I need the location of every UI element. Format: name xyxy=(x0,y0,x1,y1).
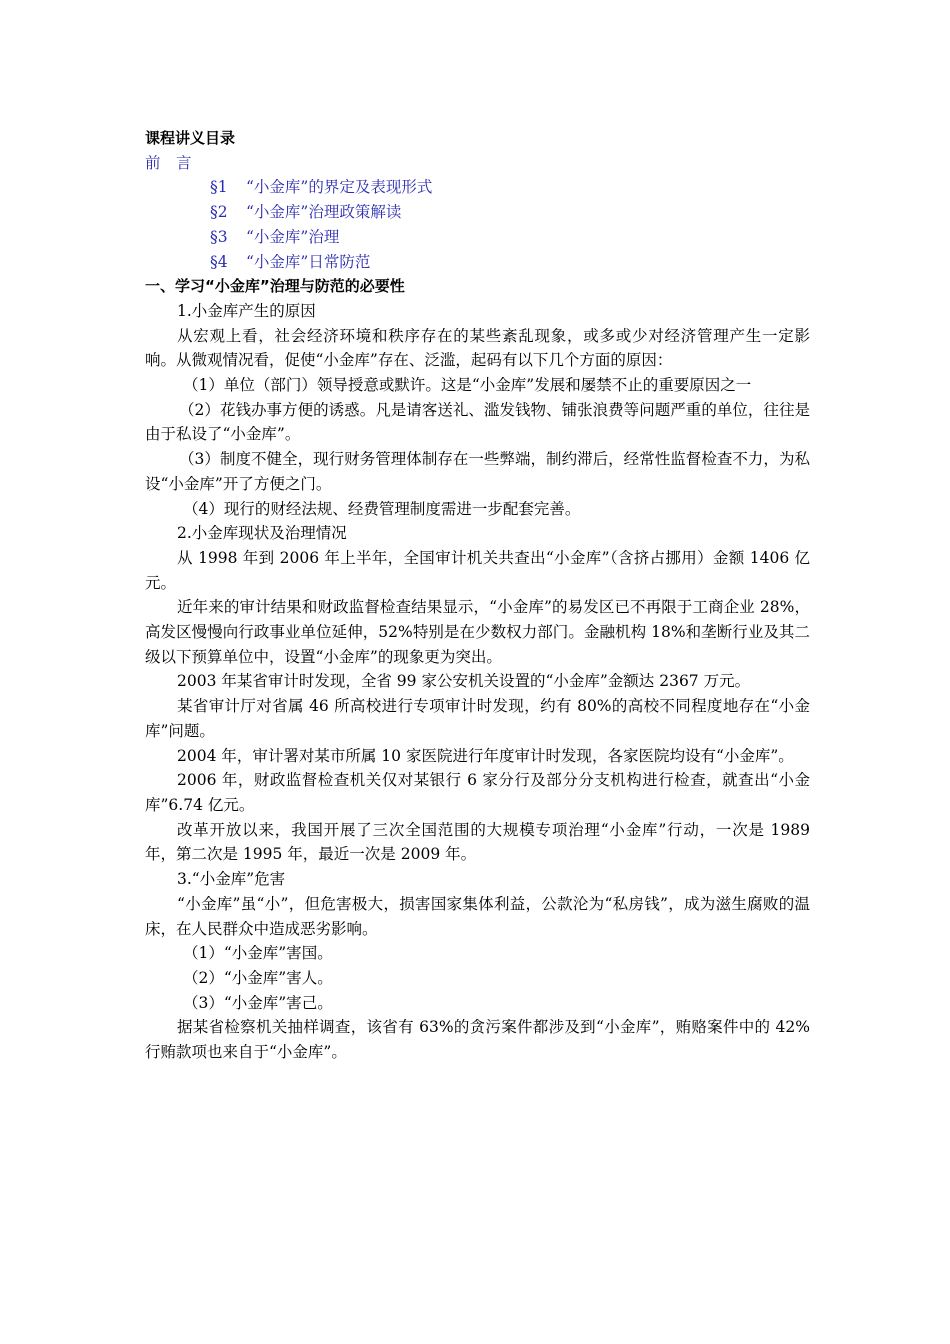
toc-item-2[interactable] xyxy=(145,200,810,225)
toc-item-number: §1 xyxy=(210,178,228,197)
reason-item: （2）花钱办事方便的诱惑。凡是请客送礼、滥发钱物、铺张浪费等问题严重的单位，往往是由于私设了“小金库”。 xyxy=(145,400,810,444)
toc-item-3[interactable] xyxy=(145,225,810,250)
paragraph: 近年来的审计结果和财政监督检查结果显示，“小金库”的易发区已不再限于工商企业 28%，高发区慢慢向行政事业单位延伸，52%特别是在少数权力部门。金融机构 18%和垄断行业及其二级以下预算单位中，设置“小金库”的现象更为突出。 xyxy=(145,598,810,666)
paragraph: 改革开放以来，我国开展了三次全国范围的大规模专项治理“小金库”行动，一次是 1989 年，第二次是 1995 年，最近一次是 2009 年。 xyxy=(145,820,810,864)
subsection-heading: 3.“小金库”危害 xyxy=(177,870,286,889)
subsection-heading: 2.小金库现状及治理情况 xyxy=(177,524,347,543)
harm-item: （2）“小金库”害人。 xyxy=(183,968,333,987)
toc-item-1[interactable] xyxy=(145,175,810,200)
paragraph: 2003 年某省审计时发现，全省 99 家公安机关设置的“小金库”金额达 2367 万元。 xyxy=(177,672,751,691)
document-page xyxy=(145,126,810,1065)
toc-item-label: “小金库”治理政策解读 xyxy=(246,203,402,222)
toc-item-4[interactable] xyxy=(145,250,810,275)
toc-item-label: “小金库”日常防范 xyxy=(246,252,371,271)
reason-item: （3）制度不健全，现行财务管理体制存在一些弊端，制约滞后，经常性监督检查不力，为私设“小金库”开了方便之门。 xyxy=(145,450,810,493)
paragraph: 从宏观上看，社会经济环境和秩序存在的某些紊乱现象，或多或少对经济管理产生一定影响。从微观情况看，促使“小金库”存在、泛滥，起码有以下几个方面的原因： xyxy=(145,326,810,370)
paragraph: 2006 年，财政监督检查机关仅对某银行 6 家分行及部分分支机构进行检查，就查出“小金库”6.74 亿元。 xyxy=(145,771,810,814)
harm-item: （1）“小金库”害国。 xyxy=(183,944,333,963)
reason-item: （1）单位（部门）领导授意或默许。这是“小金库”发展和屡禁不止的重要原因之一 xyxy=(183,376,752,395)
paragraph: 某省审计厅对省属 46 所高校进行专项审计时发现，约有 80%的高校不同程度地存在“小金库”问题。 xyxy=(145,697,810,740)
toc-item-label: “小金库”的界定及表现形式 xyxy=(246,178,433,197)
toc-item-number: §3 xyxy=(210,227,228,246)
toc-item-number: §2 xyxy=(210,203,228,222)
toc-item-number: §4 xyxy=(210,252,228,271)
section-heading: 一、学习“小金库”治理与防范的必要性 xyxy=(145,277,405,296)
paragraph: 从 1998 年到 2006 年上半年，全国审计机关共查出“小金库”（含挤占挪用）金额 1406 亿元。 xyxy=(145,548,810,592)
toc-item-label: “小金库”治理 xyxy=(246,227,340,246)
paragraph: 据某省检察机关抽样调查，该省有 63%的贪污案件都涉及到“小金库”，贿赂案件中的 42%行贿款项也来自于“小金库”。 xyxy=(145,1018,810,1062)
harm-item: （3）“小金库”害己。 xyxy=(183,993,333,1012)
toc-title: 课程讲义目录 xyxy=(145,129,236,147)
toc-preface-link[interactable]: 前 言 xyxy=(145,153,192,172)
paragraph: 2004 年，审计署对某市所属 10 家医院进行年度审计时发现，各家医院均设有“小金库”。 xyxy=(177,746,794,765)
paragraph: “小金库”虽“小”，但危害极大，损害国家集体利益，公款沦为“私房钱”，成为滋生腐败的温床，在人民群众中造成恶劣影响。 xyxy=(145,894,810,938)
reason-item: （4）现行的财经法规、经费管理制度需进一步配套完善。 xyxy=(183,499,581,518)
subsection-heading: 1.小金库产生的原因 xyxy=(177,301,316,320)
